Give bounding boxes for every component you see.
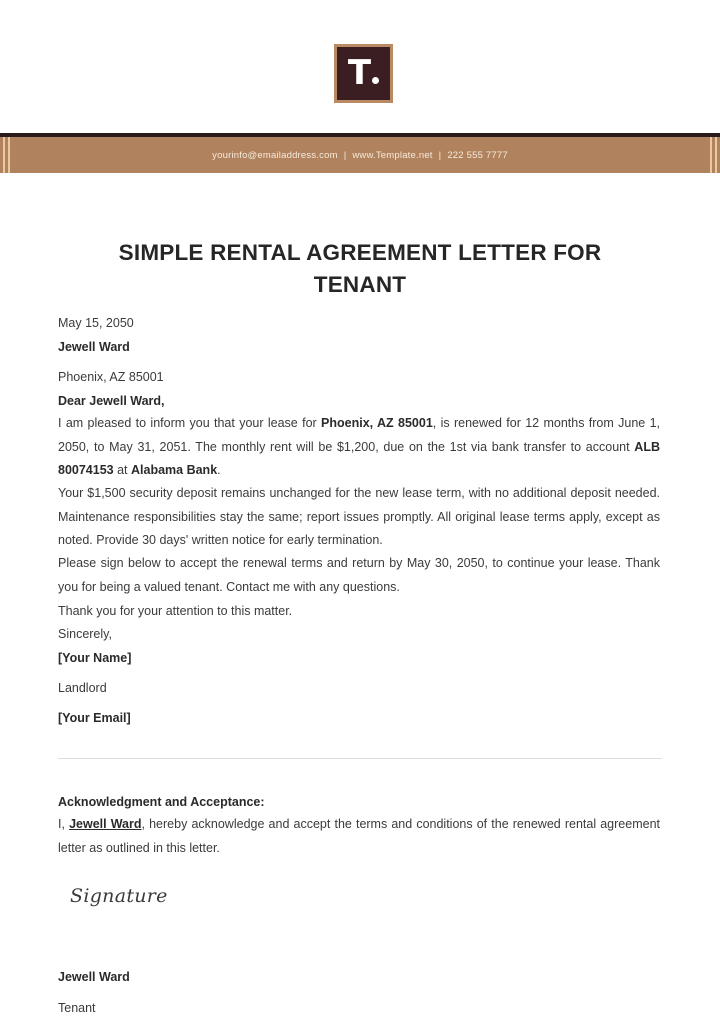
band-edge-line [3, 137, 5, 173]
text: , hereby acknowledge and accept the terms and conditions of the renewed rental agreement letter as outlined in this letter. [58, 817, 660, 855]
contact-email: yourinfo@emailaddress.com [212, 149, 338, 161]
paragraph-sign-request: Please sign below to accept the renewal terms and return by May 30, 2050, to continue your lease. Thank you for being a valued tenant. Contact me with any questions. [58, 556, 660, 594]
bank-name: Alabama Bank [131, 463, 218, 477]
signer-role: Tenant [58, 1001, 96, 1015]
header-contact-band [0, 137, 720, 173]
recipient-name: Jewell Ward [58, 340, 130, 354]
salutation: Dear Jewell Ward, [58, 394, 165, 408]
section-divider [58, 758, 662, 759]
contact-separator: | [343, 149, 347, 161]
acknowledgment-heading: Acknowledgment and Acceptance: [58, 795, 265, 809]
recipient-address: Phoenix, AZ 85001 [58, 370, 164, 384]
contact-website: www.Template.net [352, 149, 433, 161]
property-address: Phoenix, AZ 85001 [321, 416, 433, 430]
acknowledgment-text [58, 813, 660, 860]
company-logo [334, 44, 393, 103]
sender-email: [Your Email] [58, 711, 131, 725]
band-edge-line [715, 137, 717, 173]
text: at [113, 463, 131, 477]
signer-name: Jewell Ward [58, 970, 130, 984]
thanks-line: Thank you for your attention to this matter. [58, 604, 293, 618]
band-edge-line [710, 137, 712, 173]
letter-date: May 15, 2050 [58, 316, 134, 330]
document-title [60, 237, 660, 301]
sender-name: [Your Name] [58, 651, 132, 665]
bank-account: ALB 80074153 [58, 439, 660, 477]
title-line-2: TENANT [313, 272, 407, 297]
signature: Signature [70, 885, 168, 907]
contact-separator: | [438, 149, 442, 161]
band-edge-line [8, 137, 10, 173]
contact-phone: 222 555 7777 [447, 149, 508, 161]
title-line-1: SIMPLE RENTAL AGREEMENT LETTER FOR [118, 240, 602, 265]
logo-letter: T [348, 56, 379, 90]
text: I am pleased to inform you that your lease for [58, 416, 322, 430]
text: I, [58, 817, 70, 831]
closing: Sincerely, [58, 627, 112, 641]
contact-info [212, 150, 508, 161]
text: . [217, 463, 221, 477]
text: , is renewed for 12 months from June 1, 2050, to May 31, 2051. The monthly rent will be $1,200, due on the 1st via bank transfer to account [58, 416, 661, 454]
tenant-name-underlined: Jewell Ward [69, 817, 142, 831]
paragraph-lease-renewal [58, 412, 660, 483]
paragraph-deposit: Your $1,500 security deposit remains unchanged for the new lease term, with no additional deposit needed. Maintenance responsibilities stay the same; report issues promptly. All original lease terms apply, except as noted. Provide 30 days' written notice for early termination. [58, 486, 660, 547]
sender-role: Landlord [58, 681, 107, 695]
logo-dot [372, 77, 379, 84]
